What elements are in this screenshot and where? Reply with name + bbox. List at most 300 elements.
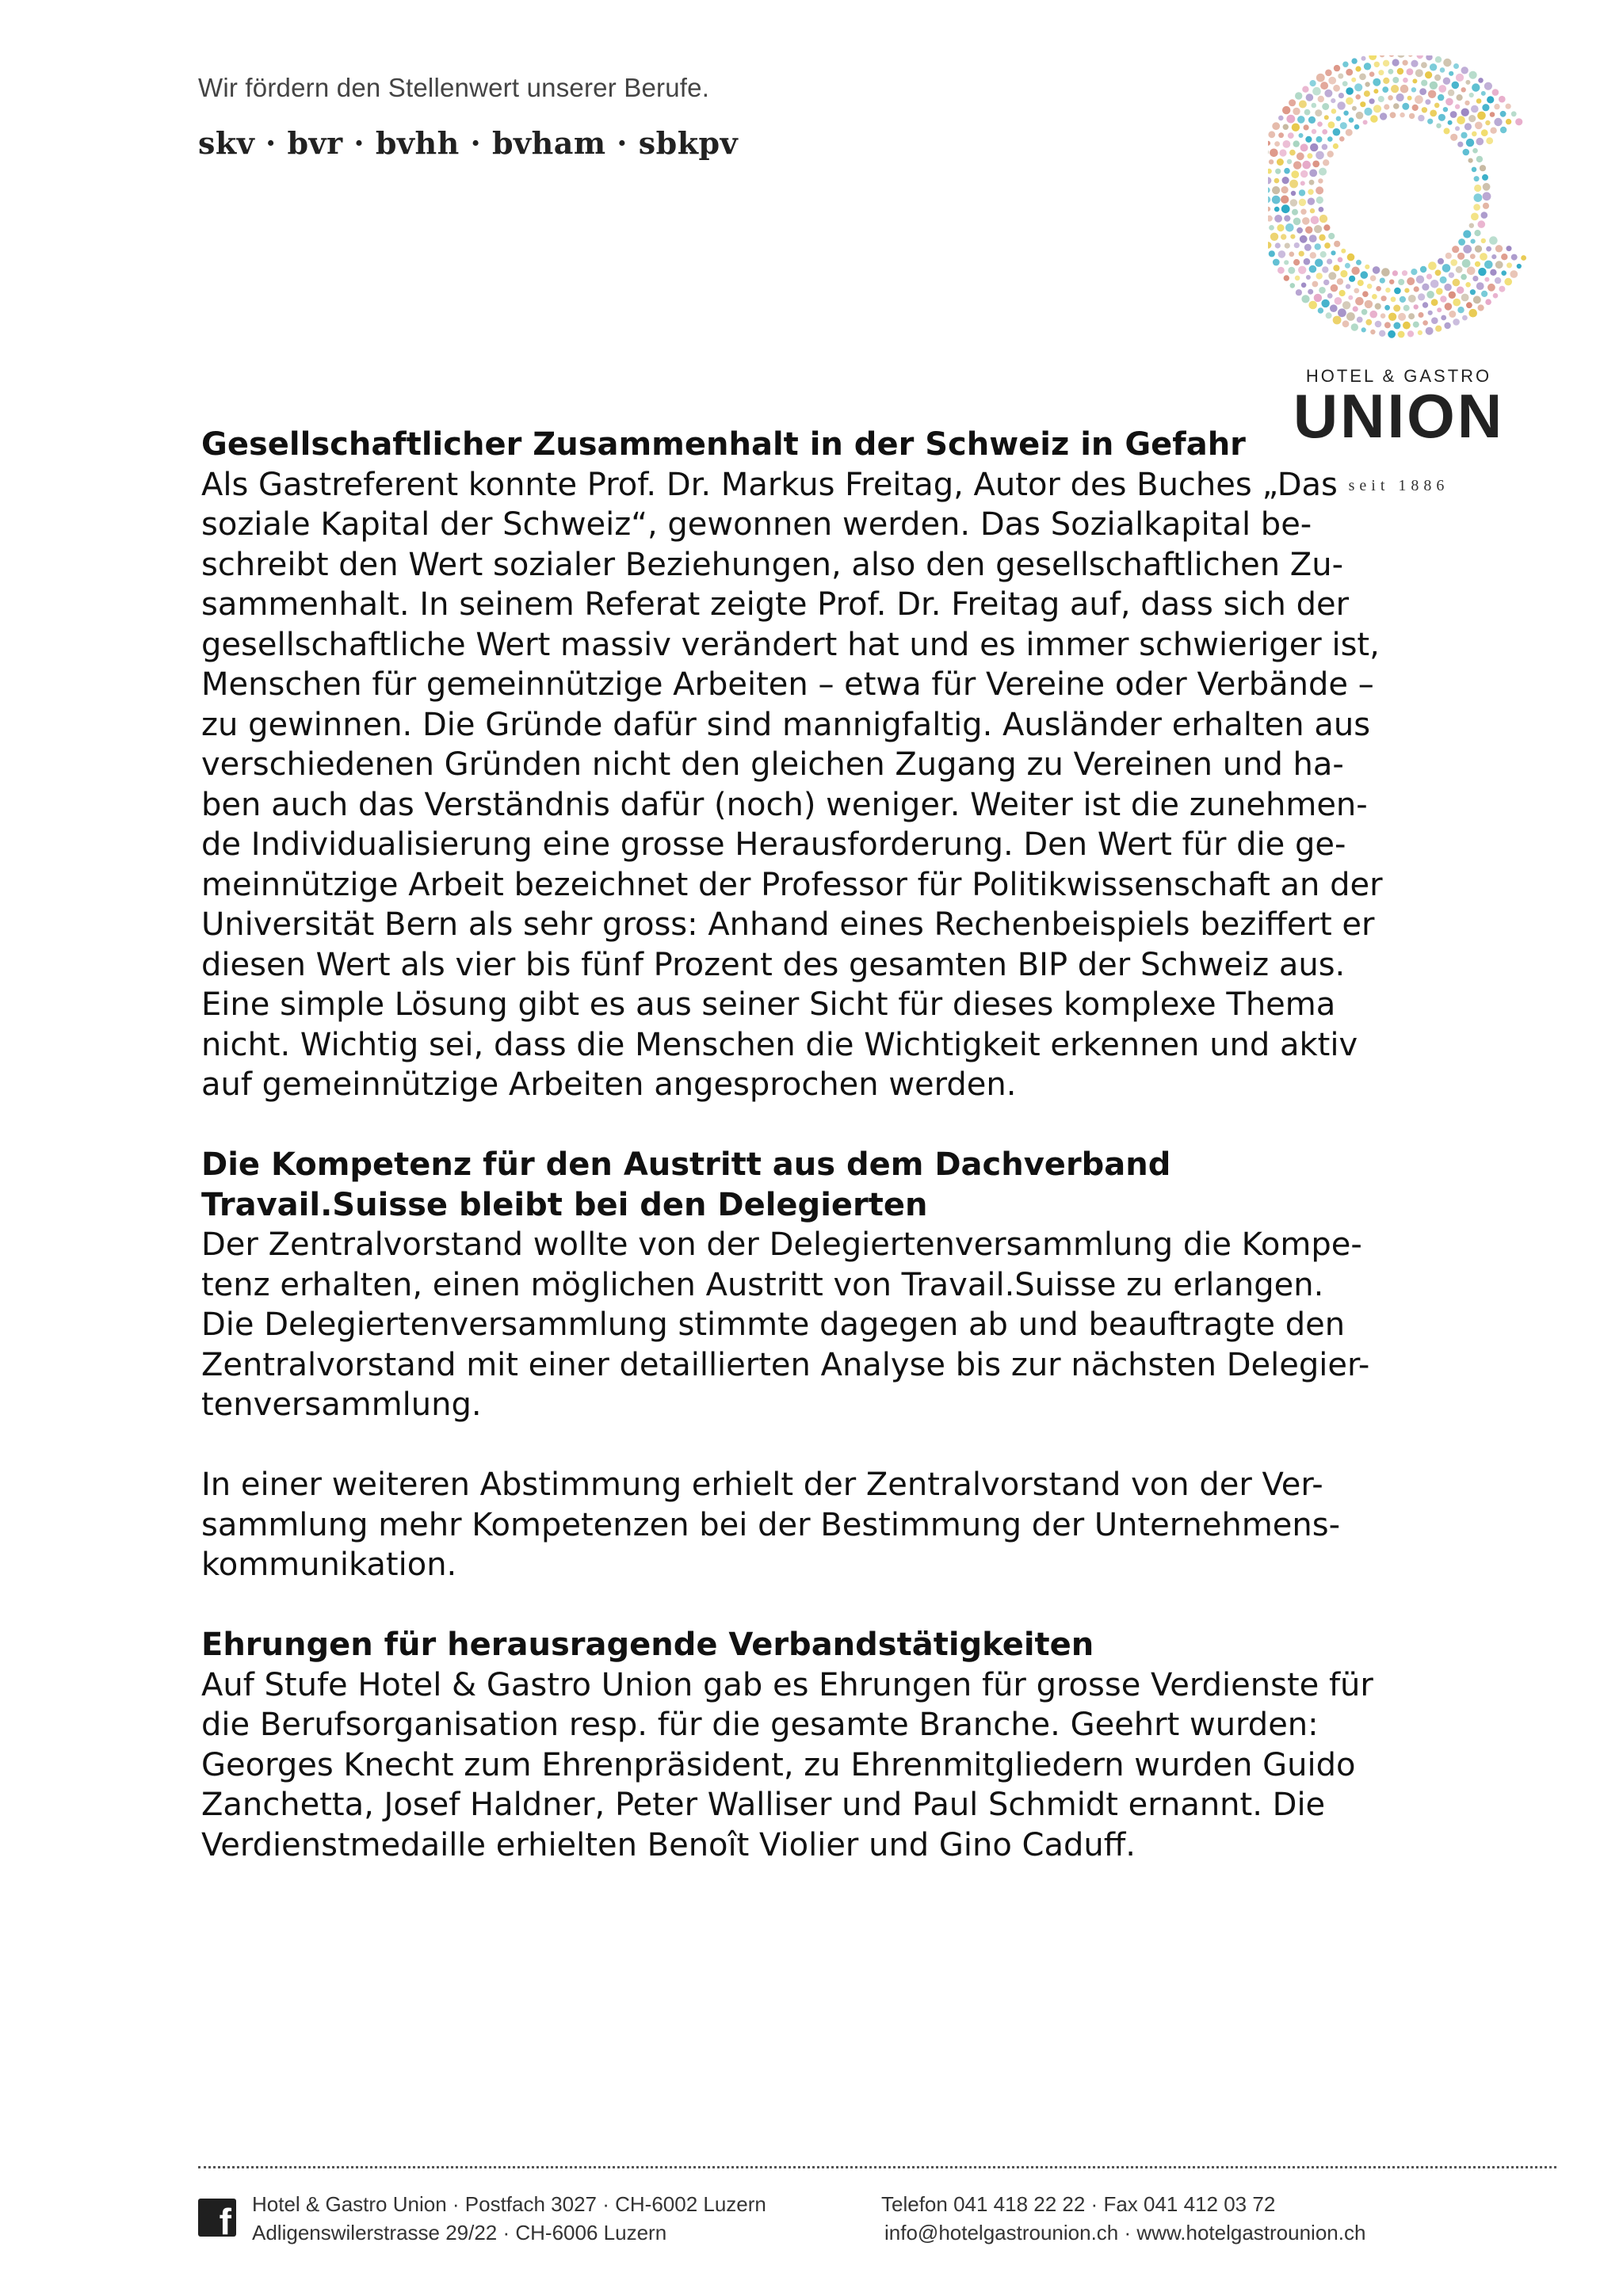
facebook-icon[interactable]: f [198, 2199, 236, 2237]
text-line: auf gemeinnützige Arbeiten angesprochen werden. [201, 1066, 1017, 1103]
logo-dot [1389, 280, 1394, 284]
logo-dot [1375, 321, 1382, 328]
logo-dot [1448, 120, 1453, 125]
logo-dot [1393, 322, 1400, 330]
logo-dot [1456, 266, 1463, 273]
logo-text-union: UNION [1293, 381, 1505, 451]
text-line: verschiedenen Gründen nicht den gleichen Zugang zu Vereinen und ha- [201, 746, 1344, 783]
logo-dot [1323, 280, 1329, 285]
logo-dot [1449, 311, 1456, 318]
logo-dot [1474, 193, 1483, 202]
logo-dot [1348, 296, 1353, 300]
logo-dot [1325, 70, 1332, 77]
logo-dot [1462, 315, 1468, 321]
footer-address-line-2: Adligenswilerstrasse 29/22 · CH-6006 Luzern [252, 2221, 667, 2245]
logo-dot [1455, 126, 1460, 131]
logo-dot [1493, 293, 1499, 299]
logo-dot [1381, 268, 1390, 277]
logo-dot [1338, 308, 1346, 317]
logo-dot [1268, 242, 1271, 249]
logo-dot [1351, 78, 1356, 82]
logo-dot [1322, 266, 1328, 273]
text-line: Der Zentralvorstand wollte von der Delegiertenversammlung die Kompe- [201, 1226, 1362, 1263]
logo-dot [1423, 302, 1428, 307]
logo-dot [1268, 196, 1270, 203]
logo-dot [1434, 103, 1440, 109]
logo-dot [1472, 148, 1478, 154]
logo-dot [1309, 170, 1317, 177]
logo-dot [1457, 307, 1464, 313]
logo-dot [1444, 284, 1451, 291]
logo-dot [1441, 315, 1446, 321]
association-list: skv · bvr · bvhh · bvham · sbkpv [198, 125, 739, 161]
logo-dot [1342, 301, 1350, 309]
logo-dot [1338, 74, 1343, 79]
logo-dot [1339, 136, 1345, 142]
logo-dot [1277, 267, 1285, 274]
logo-dot [1457, 116, 1465, 124]
logo-dot [1361, 271, 1369, 279]
logo-dot [1279, 149, 1286, 156]
logo-dot [1490, 269, 1496, 276]
logo-dot [1361, 327, 1366, 332]
logo-dot [1307, 153, 1312, 158]
logo-dot [1444, 322, 1450, 329]
logo-dot [1269, 250, 1275, 257]
logo-dot [1489, 236, 1498, 245]
logo-dot [1471, 105, 1479, 113]
logo-dot [1282, 177, 1289, 184]
logo-dot [1352, 106, 1357, 111]
logo-dot [1288, 132, 1294, 139]
logo-dot [1285, 243, 1290, 249]
logo-dot [1299, 133, 1304, 138]
logo-dot [1302, 217, 1310, 225]
logo-dot [1481, 212, 1488, 219]
logo-dot [1284, 215, 1290, 222]
logo-dot [1346, 87, 1354, 95]
logo-dot [1318, 307, 1323, 313]
logo-dot [1293, 140, 1300, 147]
logo-dot [1322, 103, 1329, 110]
logo-dot [1333, 316, 1342, 325]
logo-dot [1289, 99, 1296, 106]
logo-dot [1463, 245, 1472, 254]
logo-dot [1481, 129, 1488, 136]
logo-dot [1431, 299, 1438, 306]
logo-dot [1309, 265, 1317, 273]
logo-dot [1492, 89, 1499, 96]
logo-dot [1455, 104, 1460, 109]
logo-dot [1331, 284, 1338, 292]
logo-dot [1270, 149, 1278, 158]
logo-dot [1327, 136, 1333, 142]
logo-dot [1272, 122, 1280, 130]
logo-dot [1408, 295, 1416, 303]
logo-dot [1289, 150, 1296, 156]
logo-dot [1323, 159, 1329, 166]
logo-dot [1314, 225, 1322, 233]
logo-dot [1388, 330, 1396, 338]
logo-dot [1365, 265, 1369, 269]
logo-dot [1443, 107, 1448, 112]
logo-dot [1319, 287, 1326, 294]
logo-dot [1411, 60, 1418, 67]
logo-dot [1270, 233, 1278, 241]
text-line: Universität Bern als sehr gross: Anhand eines Rechenbeispiels beziffert er [201, 906, 1375, 943]
logo-dot [1310, 143, 1318, 151]
logo-dot [1337, 101, 1345, 109]
logo-dot [1487, 284, 1495, 292]
logo-dot [1381, 313, 1386, 318]
logo-dot [1358, 280, 1364, 286]
logo-dot [1430, 82, 1438, 90]
logo-dot [1461, 274, 1467, 280]
logo-dot [1365, 319, 1372, 326]
logo-dot [1506, 104, 1511, 109]
logo-dot [1428, 311, 1433, 315]
logo-dot [1316, 151, 1324, 160]
logo-dot [1362, 291, 1369, 297]
logo-dot [1419, 88, 1426, 95]
text-line: Verdienstmedaille erhielten Benoît Violier und Gino Caduff. [201, 1826, 1136, 1863]
logo-dot [1379, 330, 1385, 337]
footer-address-line-1: Hotel & Gastro Union · Postfach 3027 · CH-6002 Luzern [252, 2192, 766, 2216]
logo-dot [1364, 108, 1372, 116]
logo-dot [1485, 120, 1490, 125]
logo-dot [1367, 284, 1373, 289]
logo-dot [1515, 118, 1522, 125]
logo-dot [1369, 71, 1375, 77]
logo-dot [1293, 218, 1301, 226]
logo-dot [1302, 86, 1308, 93]
logo-dot [1331, 109, 1337, 114]
logo-dot [1402, 103, 1409, 110]
logo-dot [1360, 101, 1365, 107]
logo-dot [1382, 86, 1388, 93]
logo-dot [1289, 252, 1295, 257]
logo-dot [1511, 111, 1517, 116]
logo-dot [1430, 110, 1437, 117]
logo-dot [1376, 286, 1381, 292]
text-line: Georges Knecht zum Ehrenpräsident, zu Ehrenmitgliedern wurden Guido [201, 1746, 1356, 1783]
logo-dot [1414, 304, 1419, 309]
logo-dot [1334, 241, 1340, 247]
logo-dot [1373, 89, 1378, 93]
logo-dot [1274, 141, 1280, 147]
logo-dot [1403, 60, 1408, 66]
logo-dot [1346, 284, 1350, 288]
section-heading [201, 1145, 1438, 1225]
logo-dot [1284, 275, 1289, 280]
logo-dot [1354, 124, 1360, 130]
logo-dot [1283, 124, 1289, 130]
logo-dot [1390, 112, 1396, 118]
logo-dot [1448, 90, 1454, 96]
footer-contact-line-2[interactable]: info@hotelgastrounion.ch · www.hotelgastrounion.ch [884, 2221, 1366, 2245]
logo-dot [1304, 244, 1312, 251]
logo-dot [1272, 196, 1281, 204]
logo-dot [1375, 303, 1381, 310]
logo-dot [1392, 59, 1400, 66]
logo-dot [1369, 55, 1377, 60]
logo-dot [1483, 183, 1491, 191]
logo-dot [1461, 294, 1469, 302]
logo-dot [1305, 227, 1312, 234]
logo-dot [1495, 261, 1503, 269]
logo-dot [1484, 261, 1493, 269]
logo-dot [1351, 58, 1357, 63]
logo-dot [1347, 254, 1355, 261]
logo-dot [1297, 116, 1305, 124]
logo-dot [1323, 224, 1330, 231]
logo-dot [1476, 156, 1483, 162]
logo-dot [1365, 82, 1369, 86]
logo-dot [1472, 167, 1477, 173]
logo-dot [1327, 151, 1334, 157]
logo-dot [1442, 264, 1451, 273]
section-1 [201, 425, 1438, 1105]
logo-dot [1342, 320, 1350, 327]
logo-dot [1308, 198, 1315, 205]
logo-dot [1299, 251, 1304, 257]
logo-dot [1363, 120, 1368, 124]
logo-dot [1436, 288, 1443, 295]
logo-dot [1300, 209, 1306, 215]
logo-dot [1299, 189, 1305, 196]
logo-dot [1365, 300, 1373, 308]
logo-dot [1321, 299, 1329, 307]
logo-dot [1295, 92, 1302, 99]
logo-dot [1457, 287, 1464, 294]
logo-dot [1421, 80, 1427, 86]
logo-dot [1435, 269, 1442, 276]
logo-dot [1272, 186, 1280, 194]
logo-dot [1281, 204, 1290, 213]
logo-dot [1419, 312, 1424, 318]
logo-dot [1300, 181, 1305, 185]
logo-dot [1290, 199, 1297, 206]
logo-dot [1426, 291, 1434, 299]
logo-dot [1304, 124, 1309, 130]
logo-dot [1462, 259, 1471, 268]
logo-dot [1425, 99, 1430, 105]
logo-dot [1461, 87, 1466, 92]
section-2 [201, 1145, 1438, 1585]
logo-dot [1355, 94, 1361, 100]
logo-dot [1331, 98, 1335, 103]
logo-dot [1415, 95, 1423, 104]
logo-dot [1278, 116, 1284, 121]
logo-dot [1373, 266, 1381, 274]
logo-dot [1346, 69, 1353, 76]
logo-dot [1302, 161, 1311, 170]
logo-dot [1317, 121, 1323, 127]
logo-dot [1351, 323, 1358, 330]
logo-dot [1411, 269, 1417, 275]
logo-dot [1398, 279, 1404, 285]
logo-dot [1483, 192, 1491, 200]
logo-dot [1385, 288, 1390, 292]
logo-dot [1450, 259, 1457, 266]
logo-dot [1268, 177, 1271, 184]
logo-dot [1468, 309, 1477, 318]
logo-dot [1319, 235, 1325, 241]
footer-contact-line-1: Telefon 041 418 22 22 · Fax 041 412 03 72 [881, 2192, 1276, 2216]
logo-dot [1470, 254, 1476, 259]
logo-dot [1384, 322, 1391, 328]
logo-dot [1283, 140, 1291, 148]
logo-dot [1333, 128, 1341, 136]
logo-dot [1494, 104, 1499, 109]
logo-dot [1378, 70, 1384, 75]
logo-dot [1281, 196, 1289, 204]
logo-dot [1480, 165, 1486, 171]
logo-dot [1268, 207, 1270, 212]
logo-dot [1467, 267, 1476, 276]
logo-dot [1416, 276, 1424, 284]
logo-dot [1319, 207, 1324, 212]
logo-dot [1426, 327, 1434, 335]
text-line: Als Gastreferent konnte Prof. Dr. Markus Freitag, Autor des Buches „Das [201, 466, 1338, 503]
logo-dot [1475, 246, 1482, 253]
logo-dot [1438, 94, 1444, 101]
logo-dot [1274, 207, 1280, 212]
text-line: die Berufsorganisation resp. für die gesamte Branche. Geehrt wurden: [201, 1707, 1319, 1743]
logo-dot [1443, 78, 1450, 85]
logo-dot [1301, 295, 1309, 303]
logo-dot [1284, 260, 1289, 265]
logo-dot [1293, 108, 1300, 115]
logo-dot [1383, 60, 1389, 67]
logo-dot [1393, 305, 1400, 312]
logo-dot [1292, 124, 1300, 132]
logo-dot [1477, 112, 1486, 120]
logo-dot [1346, 312, 1355, 321]
logo-dot [1436, 124, 1441, 128]
logo-dot [1310, 252, 1316, 258]
logo-dot [1484, 277, 1489, 282]
logo-dot [1466, 139, 1474, 147]
logo-dot [1392, 77, 1399, 83]
text-line: Zentralvorstand mit einer detaillierten Analyse bis zur nächsten Delegier- [201, 1346, 1370, 1383]
logo-dot [1465, 282, 1471, 288]
logo-dot [1312, 103, 1317, 109]
logo-dot [1463, 230, 1471, 238]
logo-dot [1268, 148, 1269, 155]
logo-dot [1299, 199, 1306, 206]
logo-dot [1269, 159, 1274, 164]
logo-dot [1346, 97, 1354, 105]
logo-dot [1296, 152, 1304, 160]
logo-dot [1409, 113, 1415, 119]
logo-dot [1418, 115, 1424, 121]
logo-dot [1341, 249, 1346, 254]
logo-dot [1458, 238, 1465, 246]
logo-dot [1504, 278, 1512, 286]
logo-dot [1315, 259, 1323, 267]
logo-dot [1450, 134, 1457, 141]
logo-dot [1274, 215, 1282, 223]
logo-dot [1322, 144, 1328, 151]
logo-dot [1461, 67, 1468, 74]
logo-dot [1481, 291, 1487, 297]
logo-dot [1370, 115, 1378, 123]
logo-dot [1292, 209, 1298, 215]
logo-dot [1445, 303, 1453, 311]
logo-dot [1384, 104, 1389, 109]
logo-dot [1499, 96, 1506, 103]
text-line: tenversammlung. [201, 1386, 482, 1423]
logo-dot [1361, 56, 1366, 61]
logo-dot [1511, 254, 1518, 261]
logo-dot [1310, 80, 1316, 86]
text-line: Eine simple Lösung gibt es aus seiner Sicht für dieses komplexe Thema [201, 986, 1336, 1023]
text-line: zu gewinnen. Die Gründe dafür sind mannigfaltig. Ausländer erhalten aus [201, 706, 1371, 743]
logo-dot [1415, 69, 1423, 77]
logo-dot [1486, 246, 1491, 252]
logo-dot [1308, 189, 1313, 195]
logo-dot [1490, 112, 1495, 117]
logo-dot [1268, 169, 1272, 174]
logo-dot [1372, 294, 1377, 299]
section-heading [201, 425, 1438, 465]
logo-dot [1396, 93, 1404, 101]
logo-dot [1469, 223, 1474, 228]
logo-dot [1500, 111, 1507, 117]
text-line: de Individualisierung eine grosse Herausforderung. Den Wert für die ge- [201, 826, 1346, 863]
logo-dot [1474, 176, 1480, 181]
text-line: Auf Stufe Hotel & Gastro Union gab es Ehrungen für grosse Verdienste für [201, 1666, 1373, 1703]
logo-dot [1320, 82, 1328, 90]
logo-dot [1349, 276, 1355, 282]
logo-dot [1434, 74, 1441, 81]
logo-dot [1407, 96, 1412, 101]
logo-dot [1444, 128, 1450, 134]
logo-dot [1333, 143, 1338, 149]
text-line: Zanchetta, Josef Haldner, Peter Walliser und Paul Schmidt ernannt. Die [201, 1787, 1326, 1823]
logo-dot [1328, 77, 1336, 85]
logo-dot [1268, 215, 1273, 222]
logo-dot [1457, 94, 1463, 101]
logo-dot [1411, 87, 1416, 92]
logo-dot [1355, 66, 1361, 71]
logo-dot [1449, 273, 1454, 278]
logo-dot [1364, 90, 1370, 97]
logo-dot [1298, 266, 1306, 274]
text-line: In einer weiteren Abstimmung erhielt der Zentralvorstand von der Ver- [201, 1466, 1323, 1503]
logo-dot [1268, 187, 1270, 193]
logo-dot [1337, 278, 1343, 284]
logo-dot [1369, 98, 1375, 104]
logo-dot [1495, 277, 1501, 284]
logo-dot [1343, 111, 1348, 116]
logo-dot [1490, 128, 1496, 134]
logo-dot [1380, 278, 1385, 284]
logo-dot [1330, 304, 1338, 312]
logo-dot [1397, 68, 1403, 74]
logo-dot [1287, 159, 1292, 164]
logo-dot [1388, 313, 1396, 321]
logo-dot [1315, 109, 1322, 116]
logo-dot [1457, 142, 1463, 147]
logo-dot [1316, 196, 1323, 204]
logo-dot [1342, 81, 1348, 86]
logo-dot [1465, 101, 1469, 105]
logo-dot [1316, 186, 1323, 194]
heading-line: Ehrungen für herausragende Verbandstätigkeiten [201, 1627, 1094, 1663]
logo-dot [1296, 289, 1302, 296]
